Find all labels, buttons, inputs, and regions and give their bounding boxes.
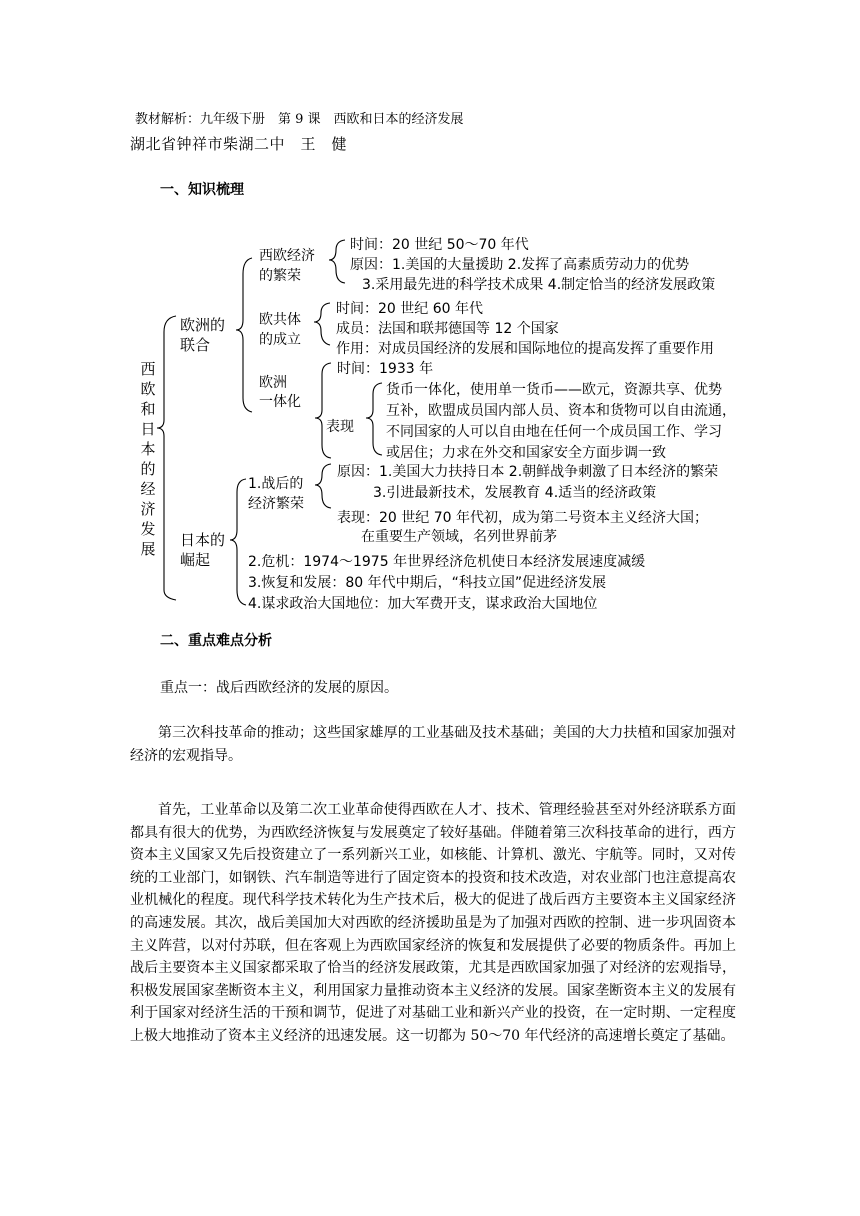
brace-integration-expr [366, 383, 382, 455]
postwar-expr-1: 表现：20 世纪 70 年代初，成为第二号资本主义经济大国； [337, 510, 708, 526]
integration-expr-4: 或居住；力求在外交和国家安全方面步调一致 [386, 445, 666, 461]
root-char-8: 济 [140, 500, 156, 518]
root-char-10: 展 [140, 540, 156, 558]
postwar-expr-2: 在重要生产领域，名列世界前茅 [361, 529, 557, 545]
postwar-cause-2: 3.引进最新技术，发展教育 4.适当的经济政策 [373, 485, 657, 501]
japan-label-line2: 崛起 [180, 551, 211, 569]
community-role: 作用：对成员国经济的发展和国际地位的提高发挥了重要作用 [336, 341, 714, 357]
japan-crisis: 2.危机：1974～1975 年世界经济危机使日本经济发展速度减缓 [248, 554, 646, 570]
prosperity-time: 时间：20 世纪 50～70 年代 [350, 237, 529, 253]
prosperity-label-line2: 的繁荣 [259, 268, 301, 284]
japan-recovery: 3.恢复和发展：80 年代中期后，“科技立国”促进经济发展 [248, 575, 607, 591]
community-members: 成员：法国和联邦德国等 12 个国家 [336, 321, 559, 337]
root-char-3: 和 [140, 400, 156, 418]
root-char-2: 欧 [140, 380, 156, 398]
brace-community [314, 303, 330, 345]
postwar-label-line1: 1.战后的 [248, 476, 304, 492]
root-char-4: 日 [140, 420, 156, 438]
community-time: 时间：20 世纪 60 年代 [336, 301, 483, 317]
brace-postwar [315, 464, 331, 508]
postwar-label-line2: 经济繁荣 [248, 496, 304, 512]
europe-label-line1: 欧洲的 [180, 316, 226, 334]
brace-prosperity [329, 240, 345, 283]
postwar-cause-1: 原因：1.美国大力扶持日本 2.朝鲜战争刺激了日本经济的繁荣 [337, 464, 719, 480]
integration-label-line2: 一体化 [259, 394, 301, 410]
root-char-7: 经 [140, 480, 156, 498]
integration-time: 时间：1933 年 [337, 361, 434, 377]
brace-root [157, 316, 176, 600]
brace-europe [236, 258, 252, 412]
prosperity-cause-1: 原因：1.美国的大量援助 2.发挥了高素质劳动力的优势 [350, 257, 690, 273]
brace-integration [315, 363, 331, 458]
root-char-1: 西 [140, 360, 156, 378]
root-char-6: 的 [140, 460, 156, 478]
brace-japan [230, 479, 246, 605]
integration-expr-label: 表现 [326, 419, 354, 435]
paragraph-summary: 第三次科技革命的推动；这些国家雄厚的工业基础及技术基础；美国的大力扶植和国家加强对经济的宏观指导。 [130, 725, 736, 764]
integration-label-line1: 欧洲 [259, 375, 287, 391]
section-title-knowledge: 一、知识梳理 [160, 182, 244, 198]
prosperity-label-line1: 西欧经济 [259, 248, 315, 264]
paragraph-detail: 首先，工业革命以及第二次工业革命使得西欧在人才、技术、管理经验甚至对外经济联系方面都具有很大的优势，为西欧经济恢复与发展奠定了较好基础。伴随着第三次科技革命的进行，西方资本主义国家又先后投资建立了一系列新兴工业，如核能、计算机、激光、宇航等。同时，又对传统的工业部门，如钢铁、汽车制造等进行了固定资本的投资和技术改造，对农业部门也注意提高农业机械化的程度。现代科学技术转化为生产技术后，极大的促进了战后西方主要资本主义国家经济的高速发展。其次，战后美国加大对西欧的经济援助虽是为了加强对西欧的控制、进一步巩固资本主义阵营，以对付苏联，但在客观上为西欧国家经济的恢复和发展提供了必要的物质条件。再加上战后主要资本主义国家都采取了恰当的经济发展政策，尤其是西欧国家加强了对经济的宏观指导，积极发展国家垄断资本主义，利用国家力量推动资本主义经济的发展。国家垄断资本主义的发展有利于国家对经济生活的干预和调节，促进了对基础工业和新兴产业的投资，在一定时期、一定程度上极大地推动了资本主义经济的迅速发展。这一切都为 50～70 年代经济的高速增长奠定了基础。 [130, 802, 736, 1044]
root-char-9: 发 [140, 520, 156, 538]
key-point-1: 重点一：战后西欧经济的发展的原因。 [160, 680, 398, 696]
community-label-line1: 欧共体 [259, 312, 301, 328]
section-title-key-points: 二、重点难点分析 [160, 633, 272, 649]
header-author-line: 湖北省钟祥市柴湖二中 王 健 [130, 135, 348, 153]
root-char-5: 本 [140, 440, 156, 458]
prosperity-cause-2: 3.采用最先进的科学技术成果 4.制定恰当的经济发展政策 [362, 277, 716, 293]
header-course-line: 教材解析：九年级下册 第 9 课 西欧和日本的经济发展 [135, 112, 464, 127]
integration-expr-1: 货币一体化，使用单一货币——欧元，资源共享、优势 [386, 382, 722, 398]
europe-label-line2: 联合 [180, 336, 211, 354]
integration-expr-3: 不同国家的人可以自由地在任何一个成员国工作、学习 [386, 424, 722, 440]
japan-label-line1: 日本的 [180, 531, 226, 549]
community-label-line2: 的成立 [259, 332, 301, 348]
integration-expr-2: 互补，欧盟成员国内部人员、资本和货物可以自由流通， [386, 403, 736, 419]
japan-status: 4.谋求政治大国地位：加大军费开支，谋求政治大国地位 [248, 596, 598, 612]
